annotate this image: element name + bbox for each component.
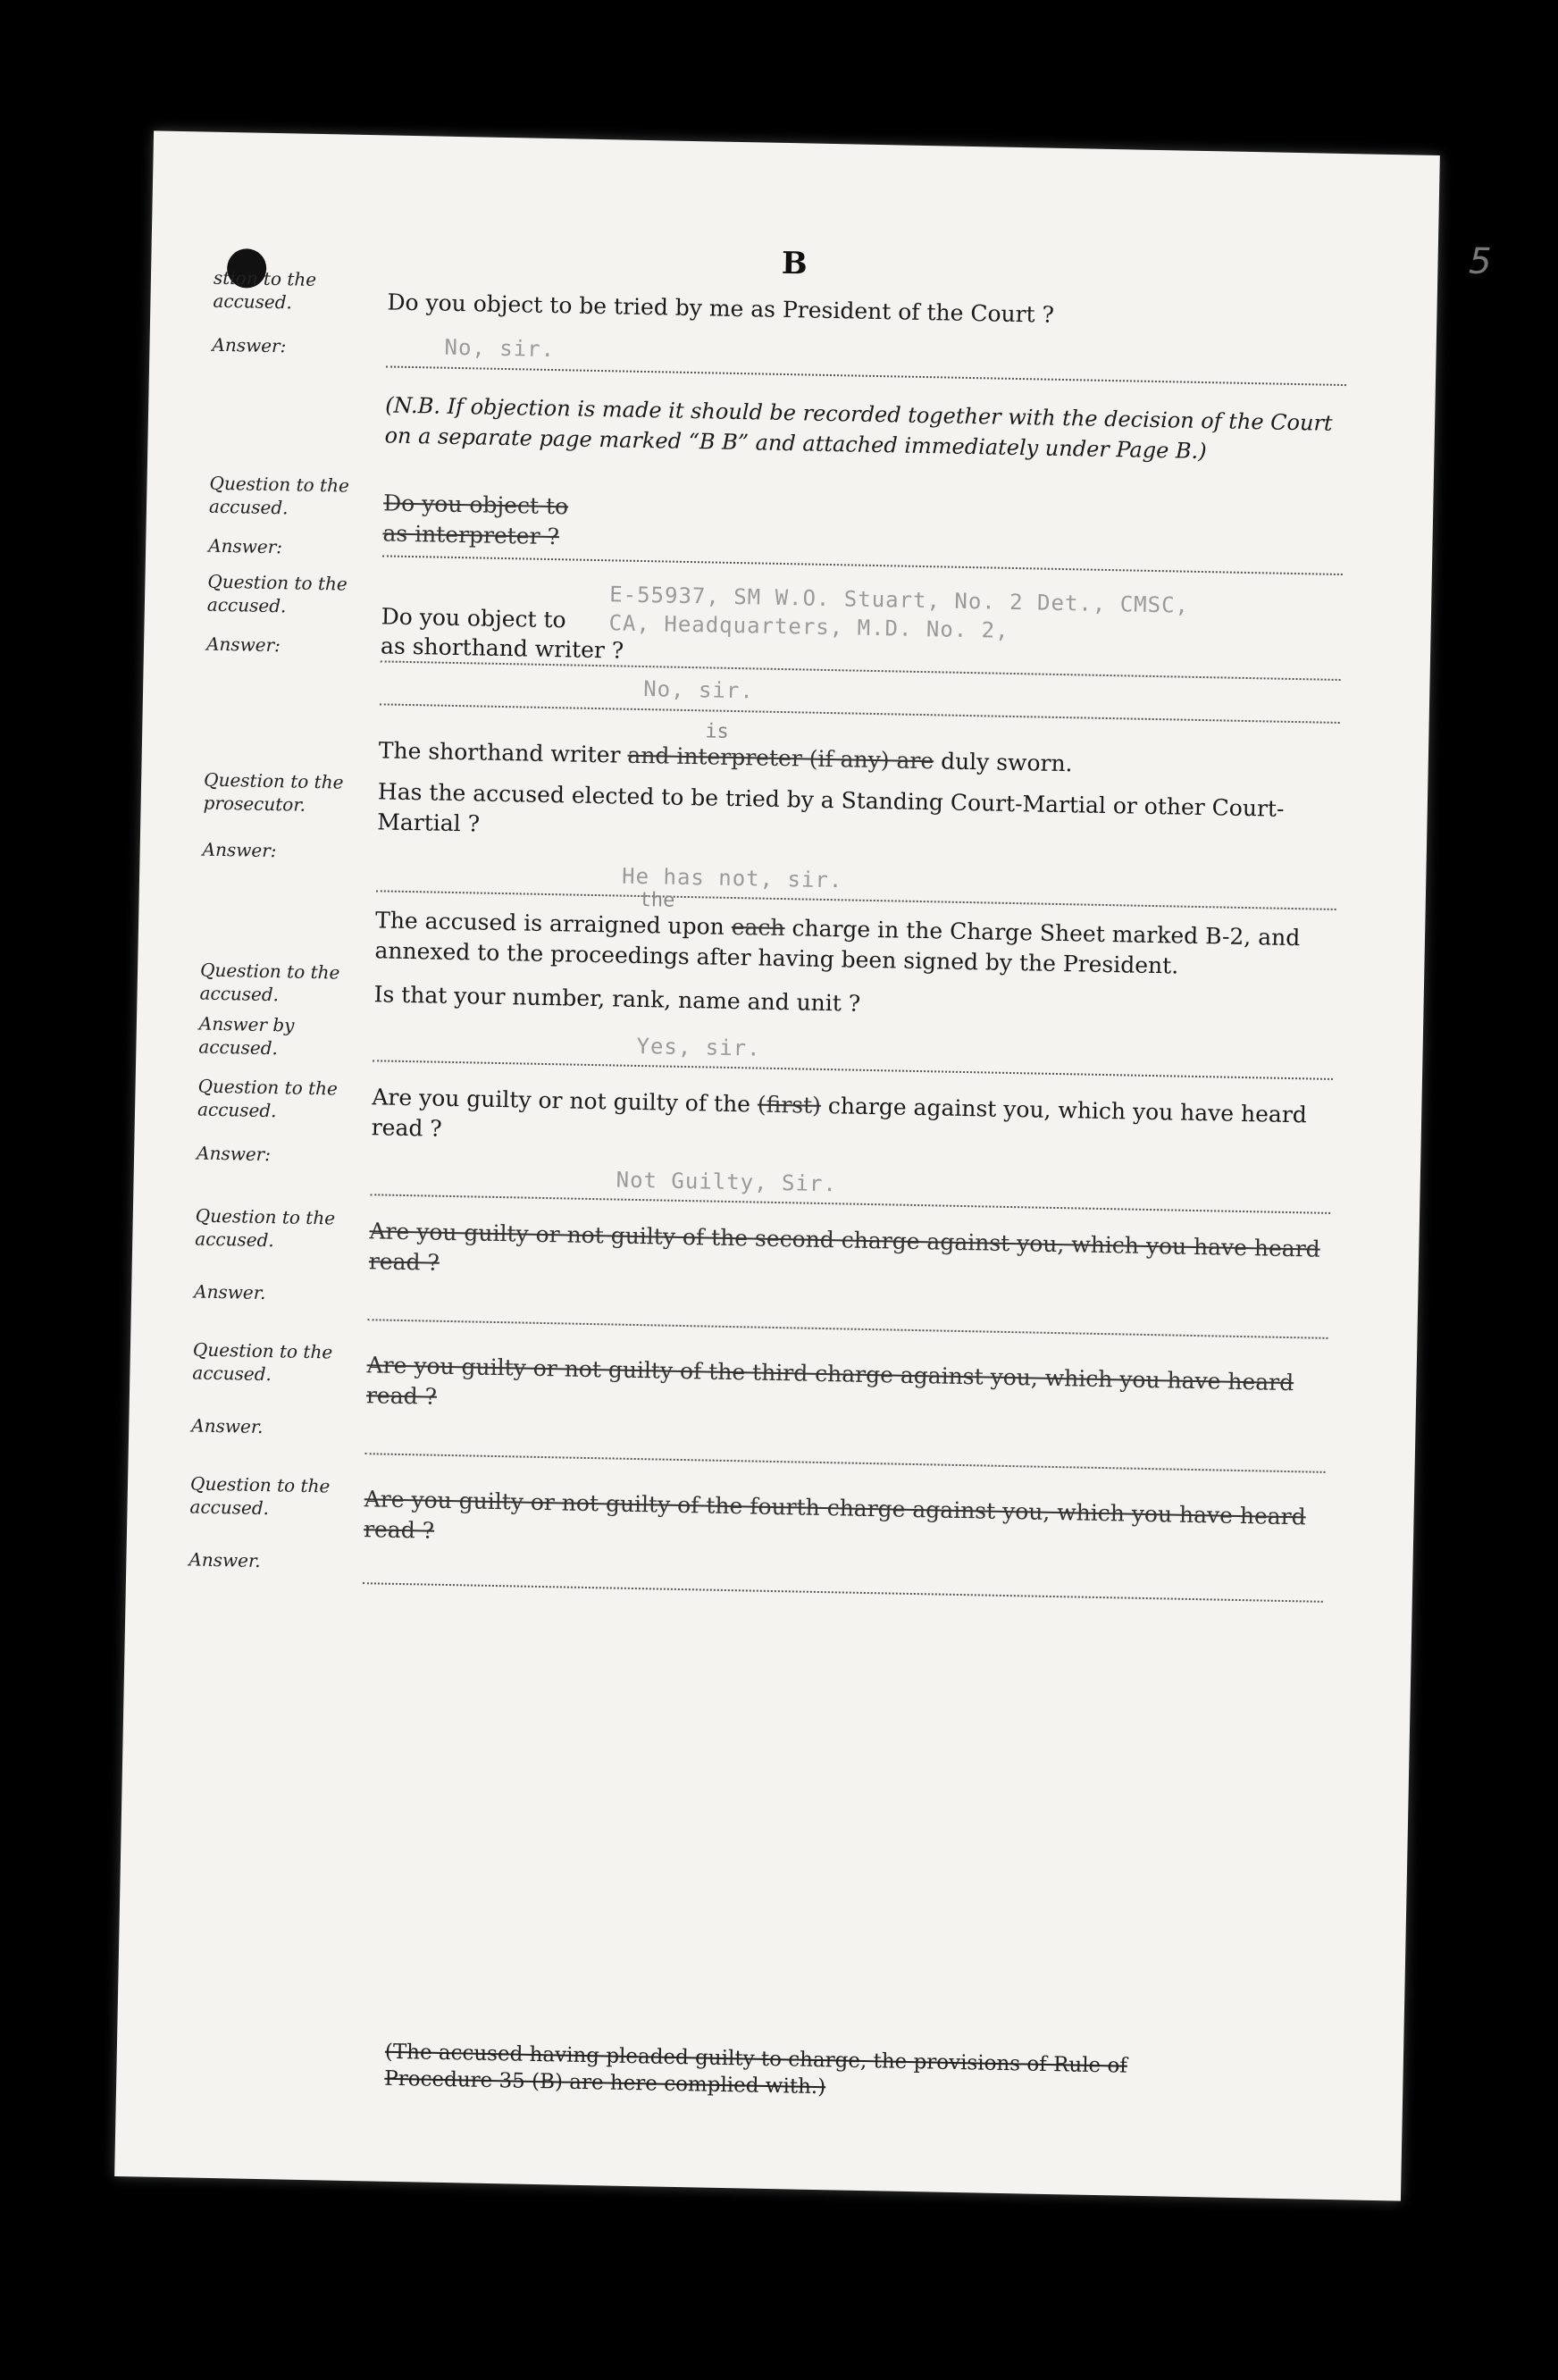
shorthand-writer-name: E-55937, SM W.O. Stuart, No. 2 Det., CMSC, <box>608 582 1190 618</box>
label-answer-3: Answer: <box>205 633 281 657</box>
label-answer-8: Answer. <box>191 1414 264 1438</box>
label-answer-5: Answer by accused. <box>198 1012 295 1060</box>
question-3-suffix: as shorthand writer ? <box>380 633 624 664</box>
label-answer-1: Answer: <box>212 333 287 357</box>
label-question-2: Question to the accused. <box>208 472 350 519</box>
question-7: Are you guilty or not guilty of the second charge against you, which you have heard read ? <box>368 1218 1320 1276</box>
label-question-3: Question to the accused. <box>206 570 348 617</box>
answer-line-3b <box>380 703 1340 724</box>
label-question-4: Question to the prosecutor. <box>203 768 344 816</box>
question-8: Are you guilty or not guilty of the third charge against you, which you have heard read ? <box>365 1352 1294 1410</box>
label-question-5: Question to the accused. <box>199 959 340 1006</box>
answer-line-9 <box>363 1582 1323 1603</box>
question-1: Do you object to be tried by me as President of the Court ? <box>387 289 1055 328</box>
sworn-line <box>379 735 1339 784</box>
question-6-suffix: charge against you, which you have heard read ? <box>371 1093 1308 1142</box>
label-question-8: Question to the accused. <box>192 1338 333 1386</box>
label-question-1: stion to the accused. <box>213 266 317 314</box>
arraigned-prefix: The accused is arraigned upon <box>374 907 725 940</box>
sworn-insert: is <box>705 720 730 743</box>
label-answer-2: Answer: <box>207 534 283 558</box>
nb-note: (N.B. If objection is made it should be recorded together with the decision of the Court on a separate page marked “B B” and attached immediately under Page B.) <box>384 392 1333 465</box>
question-4: Has the accused elected to be tried by a Standing Court-Martial or other Court-Martial ? <box>377 778 1285 837</box>
label-question-7: Question to the accused. <box>195 1204 336 1252</box>
document-page <box>114 130 1493 2200</box>
label-answer-6: Answer: <box>196 1142 272 1166</box>
label-answer-9: Answer. <box>188 1548 261 1571</box>
arraigned-line <box>374 905 1336 985</box>
question-5: Is that your number, rank, name and unit ? <box>373 981 861 1017</box>
question-3-prefix: Do you object to <box>381 603 566 633</box>
arraigned-struck: each <box>731 913 785 942</box>
answer-3: No, sir. <box>642 676 755 704</box>
answer-line-7 <box>368 1319 1328 1339</box>
answer-line-1 <box>386 365 1346 386</box>
answer-6: Not Guilty, Sir. <box>616 1167 838 1197</box>
question-6 <box>371 1082 1332 1161</box>
page-letter: B <box>781 245 808 282</box>
answer-line-6 <box>370 1194 1330 1214</box>
shorthand-writer-unit: CA, Headquarters, M.D. No. 2, <box>608 610 1009 643</box>
sworn-suffix: duly sworn. <box>940 748 1073 777</box>
question-2: Do you object to as interpreter ? <box>382 490 569 550</box>
answer-line-5 <box>373 1060 1333 1080</box>
label-question-9: Question to the accused. <box>189 1472 331 1520</box>
sworn-struck: and interpreter (if any) are <box>627 742 934 775</box>
sworn-prefix: The shorthand writer <box>378 737 621 768</box>
answer-5: Yes, sir. <box>636 1033 761 1061</box>
page-number: 5 <box>1468 240 1493 283</box>
arraigned-insert: the <box>639 888 675 912</box>
question-9: Are you guilty or not guilty of the fourth charge against you, which you have heard read ? <box>363 1486 1306 1544</box>
arraigned-suffix: charge in the Charge Sheet marked B-2, and annexed to the proceedings after having been signed by the President. <box>374 915 1301 979</box>
answer-line-8 <box>365 1453 1326 1473</box>
answer-4: He has not, sir. <box>621 863 843 893</box>
question-6-prefix: Are you guilty or not guilty of the <box>372 1084 751 1118</box>
answer-1: No, sir. <box>444 334 556 363</box>
label-answer-7: Answer. <box>193 1280 266 1304</box>
label-answer-4: Answer: <box>202 838 277 862</box>
label-question-6: Question to the accused. <box>197 1075 339 1122</box>
answer-line-2 <box>382 555 1343 575</box>
question-6-struck: (first) <box>757 1091 822 1119</box>
footer-note: (The accused having pleaded guilty to charge, the provisions of Rule of Procedure 35 (B) are here complied with.) <box>384 2040 1128 2099</box>
